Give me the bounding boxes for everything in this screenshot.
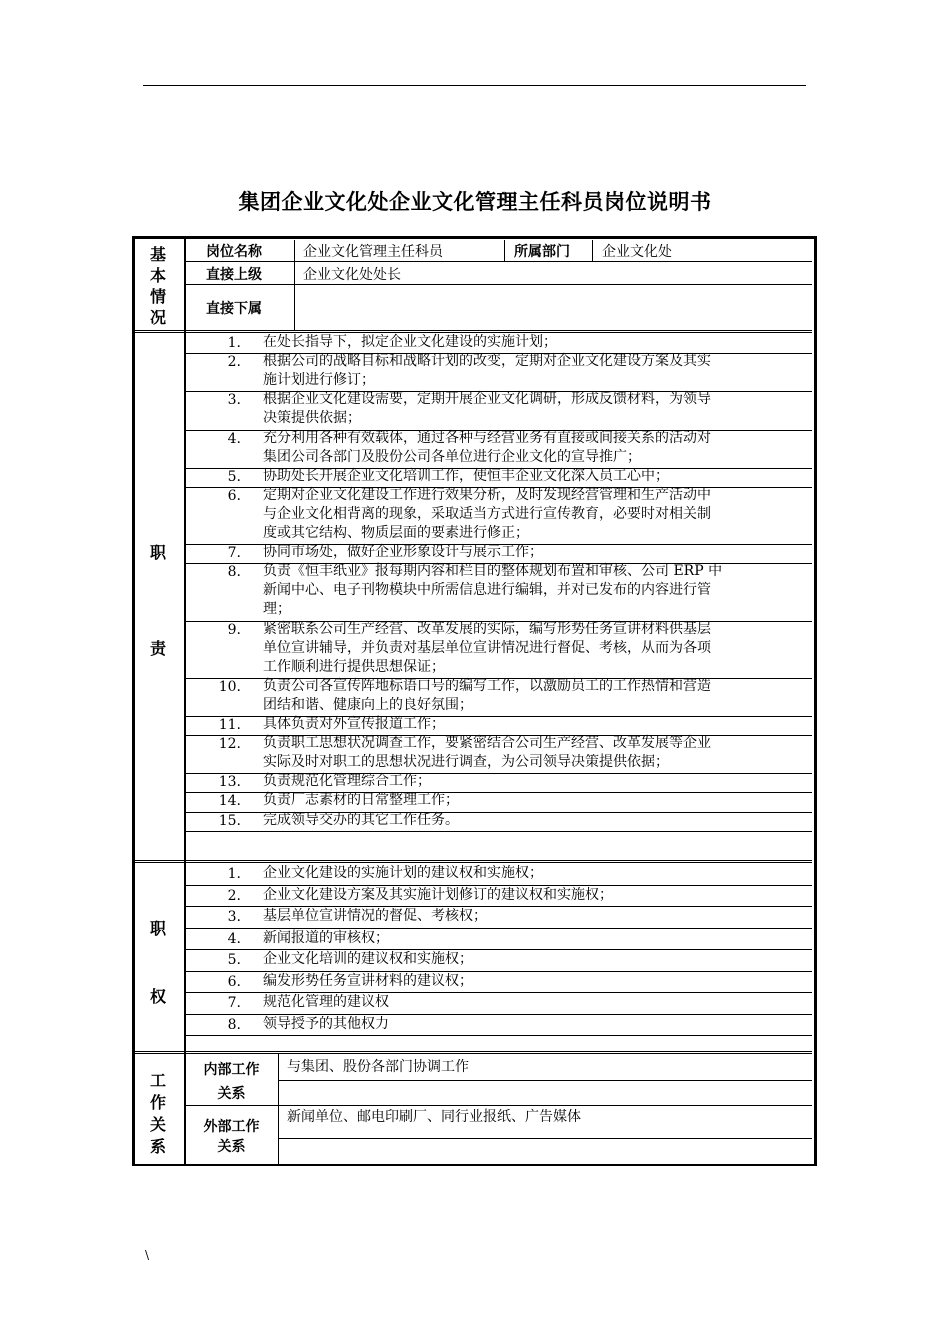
duty-number: 1. bbox=[227, 335, 241, 351]
duty-item-text: 单位宣讲辅导，并负责对基层单位宣讲情况进行督促、考核，从而为各项 bbox=[263, 639, 711, 656]
duty-number: 3. bbox=[227, 392, 241, 409]
duty-item-text: 负责厂志素材的日常整理工作； bbox=[263, 792, 459, 809]
duty-item-text: 根据公司的战略目标和战略计划的改变，定期对企业文化建设方案及其实 bbox=[263, 353, 711, 370]
section-label-basic: 基 本 情 况 bbox=[149, 245, 166, 327]
duty-item-text: 负责规范化管理综合工作； bbox=[263, 773, 431, 790]
power-number: 1. bbox=[227, 866, 241, 882]
document-title: 集团企业文化处企业文化管理主任科员岗位说明书 bbox=[238, 190, 712, 214]
power-item-text: 新闻报道的审核权； bbox=[263, 929, 389, 946]
duty-item-text: 与企业文化相背离的现象，采取适当方式进行宣传教育，必要时对相关制 bbox=[263, 505, 711, 522]
power-number: 6. bbox=[227, 973, 241, 990]
duty-item-text: 紧密联系公司生产经营、改革发展的实际，编写形势任务宣讲材料供基层 bbox=[263, 620, 711, 637]
duty-number: 13. bbox=[218, 774, 241, 791]
power-number: 4. bbox=[227, 930, 241, 947]
duty-item-text: 理； bbox=[263, 601, 291, 618]
duty-item-text: 定期对企业文化建设工作进行效果分析，及时发现经营管理和生产活动中 bbox=[263, 486, 711, 503]
duty-number: 11. bbox=[218, 717, 241, 733]
duty-item-text: 度或其它结构、物质层面的要素进行修正； bbox=[263, 525, 529, 541]
duty-number: 4. bbox=[227, 430, 241, 447]
duty-number: 12. bbox=[218, 736, 241, 753]
power-item-text: 企业文化培训的建议权和实施权； bbox=[263, 951, 473, 967]
duty-item-text: 协助处长开展企业文化培训工作，使恒丰企业文化深入员工心中； bbox=[263, 467, 669, 484]
section-label-duties-2: 责 bbox=[149, 639, 166, 658]
duty-item-text: 完成领导交办的其它工作任务。 bbox=[263, 811, 459, 828]
power-number: 7. bbox=[227, 995, 241, 1011]
duty-number: 14. bbox=[218, 793, 241, 810]
duty-number: 5. bbox=[227, 468, 241, 485]
section-label-powers-2: 权 bbox=[149, 987, 166, 1006]
post-name-label: 岗位名称 bbox=[206, 244, 262, 260]
duty-item-text: 工作顺利进行提供思想保证； bbox=[263, 658, 445, 675]
duty-number: 9. bbox=[227, 621, 241, 638]
internal-relation-value: 与集团、股份各部门协调工作 bbox=[287, 1059, 469, 1075]
internal-relation-label: 内部工作 关系 bbox=[203, 1062, 260, 1102]
dept-label: 所属部门 bbox=[514, 244, 570, 260]
duty-number: 15. bbox=[218, 812, 241, 829]
power-number: 2. bbox=[227, 887, 241, 904]
duty-number: 8. bbox=[227, 564, 241, 581]
header-rule bbox=[143, 85, 806, 86]
post-name-value: 企业文化管理主任科员 bbox=[303, 244, 443, 260]
duty-item-text: 负责公司各宣传阵地标语口号的编写工作，以激励员工的工作热情和营造 bbox=[263, 677, 711, 694]
duty-item-text: 负责职工思想状况调查工作，要紧密结合公司生产经营、改革发展等企业 bbox=[263, 735, 711, 752]
power-item-text: 基层单位宣讲情况的督促、考核权； bbox=[263, 908, 487, 924]
duty-item-text: 在处长指导下，拟定企业文化建设的实施计划； bbox=[263, 334, 557, 350]
power-item-text: 企业文化建设方案及其实施计划修订的建议权和实施权； bbox=[263, 886, 613, 903]
duty-item-text: 施计划进行修订； bbox=[263, 372, 375, 389]
power-number: 5. bbox=[227, 952, 241, 968]
duty-item-text: 协同市场处，做好企业形象设计与展示工作； bbox=[263, 544, 543, 561]
external-relation-value: 新闻单位、邮电印刷厂、同行业报纸、广告媒体 bbox=[287, 1109, 581, 1125]
section-label-duties-1: 职 bbox=[149, 543, 166, 562]
duty-number: 10. bbox=[218, 678, 241, 695]
power-number: 8. bbox=[227, 1016, 241, 1033]
duty-item-text: 决策提供依据； bbox=[263, 410, 361, 427]
duty-item-text: 根据企业文化建设需要，定期开展企业文化调研，形成反馈材料，为领导 bbox=[263, 391, 711, 408]
power-item-text: 编发形势任务宣讲材料的建议权； bbox=[263, 972, 473, 989]
section-label-relations: 工 作 关 系 bbox=[149, 1071, 166, 1156]
duty-item-text: 具体负责对外宣传报道工作； bbox=[263, 716, 445, 732]
duty-item-text: 实际及时对职工的思想状况进行调查，为公司领导决策提供依据； bbox=[263, 754, 669, 771]
power-item-text: 规范化管理的建议权 bbox=[263, 994, 389, 1010]
section-label-powers-1: 职 bbox=[149, 919, 166, 938]
duty-item-text: 团结和谐、健康向上的良好氛围； bbox=[263, 696, 473, 713]
footer-mark: \ bbox=[145, 1248, 150, 1262]
duty-item-text: 负责《恒丰纸业》报每期内容和栏目的整体规划布置和审核、公司 ERP 中 bbox=[263, 563, 723, 580]
power-number: 3. bbox=[227, 909, 241, 925]
duty-number: 6. bbox=[227, 487, 241, 504]
superior-value: 企业文化处处长 bbox=[303, 267, 401, 283]
power-item-text: 领导授予的其他权力 bbox=[263, 1015, 389, 1032]
power-item-text: 企业文化建设的实施计划的建议权和实施权； bbox=[263, 865, 543, 881]
external-relation-label: 外部工作 关系 bbox=[203, 1119, 260, 1155]
duty-number: 7. bbox=[227, 545, 241, 562]
job-description-table bbox=[132, 236, 817, 1166]
duty-number: 2. bbox=[227, 354, 241, 371]
duty-item-text: 新闻中心、电子刊物模块中所需信息进行编辑，并对已发布的内容进行管 bbox=[263, 582, 711, 599]
superior-label: 直接上级 bbox=[206, 267, 262, 283]
duty-item-text: 集团公司各部门及股份公司各单位进行企业文化的宣导推广； bbox=[263, 448, 641, 465]
duty-item-text: 充分利用各种有效载体，通过各种与经营业务有直接或间接关系的活动对 bbox=[263, 429, 711, 446]
subordinate-label: 直接下属 bbox=[206, 301, 262, 317]
dept-value: 企业文化处 bbox=[602, 244, 672, 260]
